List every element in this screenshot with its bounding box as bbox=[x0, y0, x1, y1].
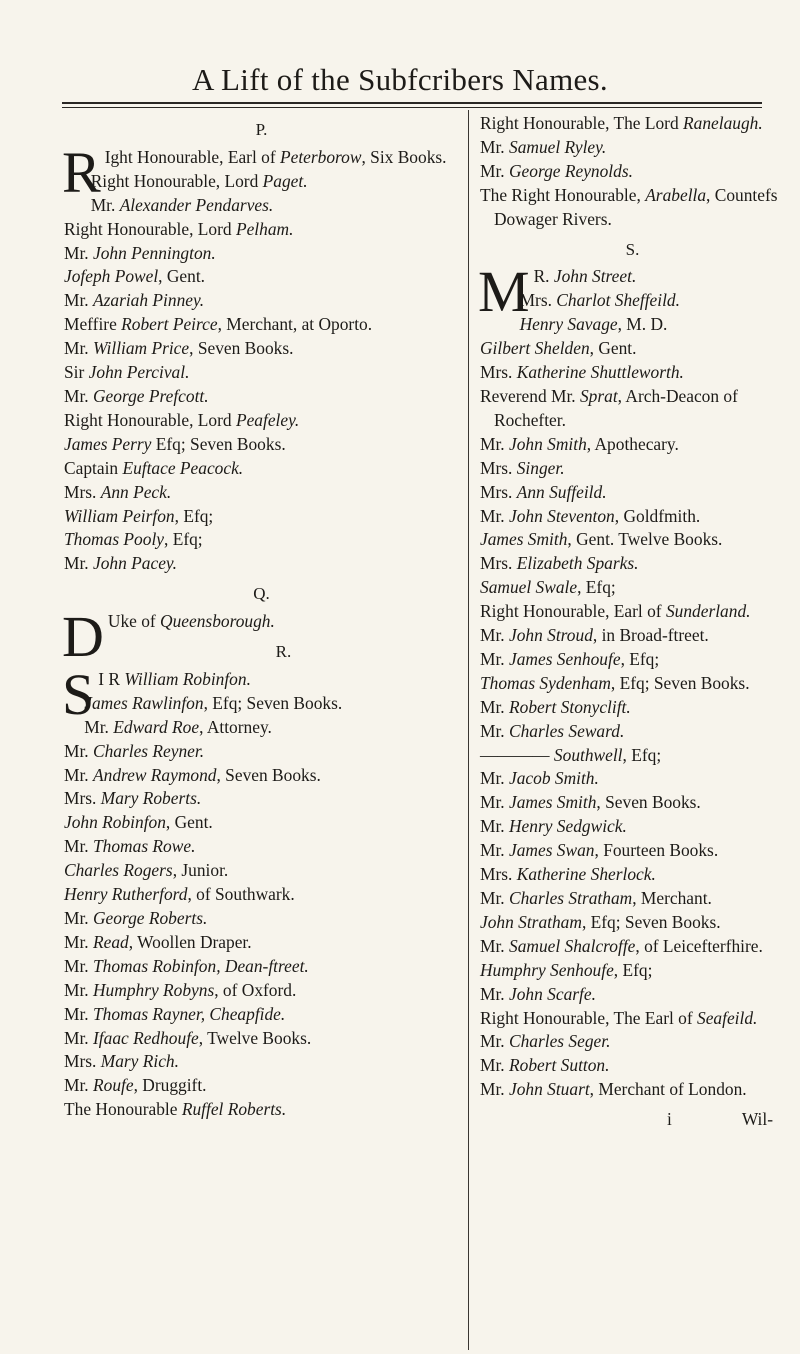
entry-prefix: R. bbox=[533, 266, 554, 287]
entry-suffix: , Efq; Seven Books. bbox=[581, 911, 721, 932]
subscriber-name: John Robinfon bbox=[64, 812, 166, 833]
header-rule bbox=[62, 102, 762, 104]
subscriber-entry bbox=[480, 935, 785, 959]
drop-cap: M bbox=[478, 259, 530, 325]
entry-prefix: Mrs. bbox=[64, 481, 101, 502]
entry-prefix: Mrs. bbox=[480, 481, 517, 502]
subscriber-name: Jacob Smith. bbox=[509, 768, 599, 789]
subscriber-name: Alexander Pendarves. bbox=[119, 194, 274, 215]
entry-prefix: Mr. bbox=[480, 816, 509, 837]
subscriber-name: Sunderland. bbox=[665, 601, 751, 622]
entry-suffix: , Merchant of London. bbox=[589, 1079, 747, 1100]
subscriber-name: Peterborow bbox=[280, 146, 362, 167]
entry-prefix: Mr. bbox=[64, 931, 93, 952]
entry-prefix: Mr. bbox=[480, 768, 509, 789]
subscriber-entry bbox=[64, 979, 459, 1003]
subscriber-name: Thomas Robinfon, Dean-ftreet. bbox=[93, 955, 309, 976]
entry-prefix: The Honourable bbox=[64, 1099, 182, 1120]
subscriber-name: Elizabeth Sparks. bbox=[516, 553, 639, 574]
subscriber-name: Humphry Senhoufe bbox=[480, 959, 614, 980]
subscriber-entry bbox=[64, 883, 459, 907]
subscriber-name: Robert Sutton. bbox=[509, 1055, 610, 1076]
subscriber-entry bbox=[64, 194, 459, 218]
subscriber-name: Read bbox=[93, 931, 129, 952]
subscriber-entry bbox=[480, 576, 785, 600]
subscriber-entry bbox=[480, 887, 785, 911]
entry-suffix: , Junior. bbox=[172, 860, 229, 881]
subscriber-entry bbox=[64, 1098, 459, 1122]
subscriber-entry bbox=[64, 457, 459, 481]
entry-prefix: Mr. bbox=[64, 1027, 93, 1048]
right-column bbox=[480, 112, 785, 1132]
entry-suffix: , Twelve Books. bbox=[198, 1027, 312, 1048]
subscriber-name: John Street. bbox=[553, 266, 637, 287]
subscriber-entry bbox=[64, 528, 459, 552]
entry-prefix: Mr. bbox=[64, 764, 93, 785]
subscriber-name: Samuel Ryley. bbox=[509, 136, 607, 157]
subscriber-name: Henry Sedgwick. bbox=[509, 816, 627, 837]
subscriber-name: Thomas Pooly bbox=[64, 529, 164, 550]
subscriber-name: Henry Savage bbox=[519, 314, 618, 335]
entry-suffix: , Merchant. bbox=[632, 888, 712, 908]
entry-suffix: , Attorney. bbox=[199, 716, 272, 737]
subscriber-name: Charles Seward. bbox=[509, 720, 625, 741]
drop-cap: D bbox=[62, 604, 104, 670]
subscriber-entry bbox=[64, 716, 459, 740]
entry-prefix: Mr. bbox=[480, 1079, 509, 1100]
catchword: Wil- bbox=[741, 1109, 773, 1130]
signature-mark: i bbox=[666, 1109, 672, 1130]
subscriber-name: Queensborough. bbox=[160, 611, 275, 632]
page-title: A Lift of the Subfcribers Names. bbox=[192, 62, 608, 97]
subscriber-entry bbox=[480, 744, 785, 768]
entry-prefix: Mrs. bbox=[480, 362, 517, 383]
subscriber-name: William Robinfon. bbox=[124, 668, 251, 689]
subscriber-entry bbox=[64, 361, 459, 385]
subscriber-entry bbox=[64, 1027, 459, 1051]
entry-prefix: Mr. bbox=[480, 792, 509, 813]
entry-suffix: , Efq; Seven Books. bbox=[610, 672, 750, 693]
subscriber-name: George Reynolds. bbox=[509, 160, 633, 181]
subscriber-name: Southwell bbox=[553, 744, 623, 765]
subscriber-entry bbox=[64, 811, 459, 835]
subscriber-name: Singer. bbox=[516, 457, 565, 478]
subscriber-entry bbox=[480, 433, 785, 457]
entry-suffix: , Six Books. bbox=[361, 146, 447, 167]
subscriber-entry bbox=[480, 815, 785, 839]
entry-prefix: Mr. bbox=[480, 696, 509, 717]
subscriber-entry bbox=[64, 505, 459, 529]
entry-prefix: Mr. bbox=[64, 553, 93, 574]
entry-suffix: , Arch-Deacon of Rochefter. bbox=[494, 385, 738, 430]
subscriber-entry bbox=[480, 1054, 785, 1078]
subscriber-name: Charles Reyner. bbox=[93, 740, 205, 761]
subscriber-name: Peafeley. bbox=[235, 409, 300, 430]
entry-suffix: , Seven Books. bbox=[189, 338, 294, 359]
subscriber-name: John Scarfe. bbox=[509, 983, 596, 1004]
entry-prefix: Mr. bbox=[480, 935, 509, 956]
entry-suffix: , Seven Books. bbox=[596, 792, 701, 813]
entry-suffix: , Efq; Seven Books. bbox=[203, 692, 343, 713]
subscriber-name: Ann Peck. bbox=[100, 481, 172, 502]
subscriber-name: John Pacey. bbox=[93, 553, 178, 574]
subscriber-name: Henry Rutherford bbox=[64, 884, 188, 905]
entry-prefix: Mr. bbox=[64, 338, 93, 359]
entry-suffix: , Apothecary. bbox=[586, 433, 679, 454]
entry-prefix: Mr. bbox=[480, 505, 509, 526]
entry-prefix: Mr. bbox=[480, 160, 509, 181]
section-letter: R. bbox=[275, 642, 292, 662]
entry-prefix: Mr. bbox=[90, 194, 120, 215]
subscriber-entry bbox=[480, 648, 785, 672]
subscriber-entry bbox=[480, 1030, 785, 1054]
entry-prefix: The Right Honourable, bbox=[480, 184, 646, 205]
entry-suffix: , Efq; bbox=[164, 529, 203, 550]
entry-prefix: Mr. bbox=[480, 1031, 509, 1052]
subscriber-entry bbox=[64, 740, 459, 764]
entry-prefix: Right Honourable, The Earl of bbox=[480, 1007, 698, 1028]
subscriber-entry bbox=[480, 361, 785, 385]
subscriber-name: Euftace Peacock. bbox=[122, 457, 244, 478]
subscriber-name: James Swan bbox=[509, 840, 595, 861]
subscriber-name: Paget. bbox=[262, 170, 308, 191]
section-letter: Q. bbox=[253, 584, 270, 604]
entry-prefix: Sir bbox=[64, 362, 89, 383]
subscriber-name: John Smith bbox=[509, 433, 587, 454]
entry-prefix: Mr. bbox=[84, 716, 114, 737]
subscriber-name: Mary Roberts. bbox=[100, 788, 202, 809]
entry-suffix: , of Oxford. bbox=[214, 979, 297, 1000]
entry-prefix: Mrs. bbox=[480, 553, 517, 574]
subscriber-entry bbox=[480, 624, 785, 648]
subscriber-entry bbox=[64, 337, 459, 361]
subscriber-entry bbox=[64, 955, 459, 979]
drop-cap: R bbox=[62, 139, 101, 205]
entry-prefix: Uke of bbox=[107, 611, 161, 632]
subscriber-name: John Pennington. bbox=[93, 242, 216, 263]
subscriber-name: Charles Seger. bbox=[509, 1031, 611, 1052]
subscriber-name: Edward Roe bbox=[113, 716, 200, 737]
entry-prefix: I R bbox=[98, 668, 125, 689]
entry-prefix: ———— bbox=[480, 744, 554, 765]
subscriber-name: John Percival. bbox=[88, 362, 190, 383]
entry-prefix: Mrs. bbox=[64, 1051, 101, 1072]
subscriber-entry bbox=[64, 859, 459, 883]
entry-prefix: Right Honourable, The Lord bbox=[480, 113, 684, 133]
entry-suffix: , Gent. bbox=[165, 812, 213, 833]
entry-prefix: Mr. bbox=[64, 740, 93, 761]
subscriber-name: Andrew Raymond bbox=[93, 764, 217, 785]
subscriber-name: William Price bbox=[93, 338, 190, 359]
subscriber-entry bbox=[64, 931, 459, 955]
subscriber-name: Arabella bbox=[645, 184, 707, 205]
subscriber-name: Azariah Pinney. bbox=[93, 290, 205, 311]
entry-prefix: Mr. bbox=[64, 1075, 93, 1096]
drop-cap: S bbox=[62, 661, 95, 727]
subscriber-entry bbox=[480, 672, 785, 696]
subscriber-name: Thomas Rowe. bbox=[93, 836, 196, 857]
subscriber-name: George Roberts. bbox=[93, 908, 208, 928]
subscriber-name: Charles Rogers bbox=[64, 860, 173, 881]
subscriber-name: Roufe bbox=[93, 1075, 134, 1096]
entry-suffix: , Merchant, at Oporto. bbox=[217, 314, 373, 335]
subscriber-entry bbox=[64, 692, 459, 716]
entry-prefix: Mr. bbox=[64, 385, 93, 406]
subscriber-entry bbox=[64, 481, 459, 505]
subscriber-entry bbox=[64, 1003, 459, 1027]
subscriber-entry bbox=[64, 552, 459, 576]
entry-prefix: Mr. bbox=[64, 836, 93, 857]
entry-prefix: Mrs. bbox=[519, 290, 557, 311]
subscriber-entry bbox=[480, 289, 785, 313]
subscriber-entry bbox=[480, 767, 785, 791]
subscriber-entry bbox=[64, 835, 459, 859]
column-divider bbox=[468, 110, 469, 1350]
subscriber-entry bbox=[64, 1074, 459, 1098]
subscriber-entry bbox=[480, 385, 785, 433]
entry-prefix: Mr. bbox=[64, 290, 93, 311]
subscriber-name: James Rawlinfon bbox=[84, 692, 204, 713]
entry-prefix: Reverend Mr. bbox=[480, 385, 580, 406]
entry-prefix: Mrs. bbox=[480, 457, 517, 478]
entry-prefix: Meffire bbox=[64, 314, 122, 335]
subscriber-entry bbox=[64, 218, 459, 242]
subscriber-entry bbox=[480, 552, 785, 576]
subscriber-name: Charles Stratham bbox=[509, 888, 633, 908]
subscriber-entry bbox=[480, 863, 785, 887]
entry-prefix: Mrs. bbox=[64, 788, 101, 809]
entry-suffix: , Gent. Twelve Books. bbox=[567, 529, 723, 550]
entry-prefix: Mr. bbox=[480, 136, 509, 157]
header-rule-thin bbox=[62, 107, 762, 108]
entry-suffix: , Woollen Draper. bbox=[128, 931, 252, 952]
subscriber-entry bbox=[64, 265, 459, 289]
entry-prefix: Mr. bbox=[480, 433, 509, 454]
subscriber-name: Katherine Sherlock. bbox=[516, 864, 656, 885]
subscriber-entry bbox=[64, 764, 459, 788]
subscriber-name: Robert Peirce bbox=[121, 314, 218, 335]
section-letter: S. bbox=[625, 239, 640, 259]
entry-suffix: , Countefs Dowager Rivers. bbox=[494, 184, 778, 229]
subscriber-entry bbox=[480, 505, 785, 529]
subscriber-name: Pelham. bbox=[235, 218, 294, 239]
entry-prefix: Mr. bbox=[64, 979, 93, 1000]
entry-suffix: , Efq; bbox=[613, 959, 653, 980]
subscriber-name: Mary Rich. bbox=[100, 1051, 179, 1072]
subscriber-name: Ann Suffeild. bbox=[516, 481, 607, 502]
subscriber-name: Ruffel Roberts. bbox=[181, 1099, 287, 1120]
entry-suffix: , Gent. bbox=[158, 266, 206, 287]
subscriber-entry bbox=[480, 136, 785, 160]
subscriber-entry bbox=[64, 1050, 459, 1074]
subscriber-entry bbox=[480, 959, 785, 983]
entry-suffix: , Efq; bbox=[620, 648, 660, 669]
subscriber-name: James Perry bbox=[64, 433, 152, 454]
section-letter: P. bbox=[255, 120, 268, 139]
subscriber-entry bbox=[480, 313, 785, 337]
subscriber-entry bbox=[64, 289, 459, 313]
subscriber-entry bbox=[480, 911, 785, 935]
entry-prefix: Captain bbox=[64, 457, 123, 478]
subscriber-entry bbox=[64, 313, 459, 337]
subscriber-name: Robert Stonyclift. bbox=[509, 696, 631, 717]
entry-prefix: Mr. bbox=[480, 888, 509, 908]
subscriber-name: William Peirfon bbox=[64, 505, 175, 526]
subscriber-entry bbox=[480, 983, 785, 1007]
entry-suffix: , Efq; bbox=[577, 577, 616, 598]
subscriber-entry bbox=[480, 1078, 785, 1102]
subscriber-entry bbox=[480, 160, 785, 184]
subscriber-entry bbox=[480, 839, 785, 863]
subscriber-entry bbox=[64, 433, 459, 457]
subscriber-name: Samuel Shalcroffe bbox=[509, 935, 636, 956]
subscriber-name: Ranelaugh. bbox=[683, 113, 763, 133]
entry-prefix: Mr. bbox=[480, 1055, 509, 1076]
entry-prefix: Mr. bbox=[480, 648, 509, 669]
left-column bbox=[64, 112, 459, 1122]
subscriber-entry bbox=[480, 696, 785, 720]
subscriber-entry bbox=[62, 604, 459, 670]
subscriber-name: John Stratham bbox=[480, 911, 582, 932]
entry-suffix: , Gent. bbox=[589, 338, 637, 359]
subscriber-name: George Prefcott. bbox=[93, 385, 209, 406]
subscriber-entry bbox=[480, 112, 785, 136]
subscriber-entry bbox=[64, 385, 459, 409]
entry-suffix: , Seven Books. bbox=[216, 764, 321, 785]
subscriber-entry bbox=[480, 600, 785, 624]
entry-suffix: , in Broad-ftreet. bbox=[592, 625, 709, 646]
entry-suffix: , Efq; bbox=[622, 744, 662, 765]
subscriber-name: James Senhoufe bbox=[509, 648, 621, 669]
entry-prefix: Mr. bbox=[480, 625, 509, 646]
entry-prefix: Right Honourable, Lord bbox=[64, 409, 236, 430]
subscriber-entry bbox=[64, 242, 459, 266]
entry-suffix: , Goldfmith. bbox=[614, 505, 701, 526]
subscriber-entry bbox=[480, 720, 785, 744]
subscriber-entry bbox=[480, 528, 785, 552]
subscriber-entry bbox=[64, 907, 459, 931]
entry-prefix: Mr. bbox=[64, 1003, 93, 1024]
subscriber-entry bbox=[64, 170, 459, 194]
subscriber-name: Thomas Sydenham bbox=[480, 672, 611, 693]
entry-prefix: Right Honourable, Lord bbox=[64, 218, 236, 239]
entry-suffix: , M. D. bbox=[617, 314, 668, 335]
entry-prefix: Mrs. bbox=[480, 864, 517, 885]
subscriber-name: Humphry Robyns bbox=[93, 979, 215, 1000]
subscriber-name: John Stuart bbox=[509, 1079, 590, 1100]
catchword-line bbox=[480, 1108, 785, 1132]
subscriber-name: Charlot Sheffeild. bbox=[556, 290, 680, 311]
subscriber-name: Gilbert Shelden bbox=[480, 338, 590, 359]
subscriber-name: James Smith bbox=[480, 529, 568, 550]
subscriber-name: Jofeph Powel bbox=[64, 266, 159, 287]
entry-prefix: Mr. bbox=[480, 840, 509, 861]
subscriber-entry bbox=[480, 337, 785, 361]
subscriber-name: Katherine Shuttleworth. bbox=[516, 362, 684, 383]
entry-suffix: , Druggift. bbox=[133, 1075, 207, 1096]
entry-suffix: , Efq; bbox=[174, 505, 214, 526]
entry-prefix: Mr. bbox=[64, 908, 93, 928]
entry-suffix: , Fourteen Books. bbox=[594, 840, 719, 861]
subscriber-entry bbox=[480, 184, 785, 232]
subscriber-entry bbox=[64, 787, 459, 811]
entry-prefix: Right Honourable, Earl of bbox=[480, 601, 666, 622]
entry-suffix: Efq; Seven Books. bbox=[151, 433, 286, 454]
subscriber-entry bbox=[480, 481, 785, 505]
subscriber-name: John Stroud bbox=[509, 625, 593, 646]
entry-prefix: Mr. bbox=[64, 242, 93, 263]
entry-prefix: Mr. bbox=[480, 720, 509, 741]
subscriber-name: Thomas Rayner, Cheapfide. bbox=[93, 1003, 286, 1024]
subscriber-entry bbox=[480, 457, 785, 481]
subscriber-name: Seafeild. bbox=[697, 1007, 758, 1028]
subscriber-entry bbox=[480, 1007, 785, 1031]
entry-prefix: Right Honourable, Lord bbox=[90, 170, 263, 191]
subscriber-name: John Steventon bbox=[509, 505, 615, 526]
entry-suffix: , of Leicefterfhire. bbox=[635, 935, 763, 956]
entry-prefix: Ight Honourable, Earl of bbox=[104, 146, 280, 167]
entry-prefix: Mr. bbox=[480, 983, 509, 1004]
subscriber-name: Sprat bbox=[579, 385, 618, 406]
subscriber-entry bbox=[480, 791, 785, 815]
entry-suffix: , of Southwark. bbox=[187, 884, 295, 905]
subscriber-name: Samuel Swale bbox=[480, 577, 578, 598]
subscriber-name: James Smith bbox=[509, 792, 597, 813]
entry-prefix: Mr. bbox=[64, 955, 93, 976]
subscriber-name: Ifaac Redhoufe bbox=[93, 1027, 199, 1048]
subscriber-entry bbox=[64, 409, 459, 433]
